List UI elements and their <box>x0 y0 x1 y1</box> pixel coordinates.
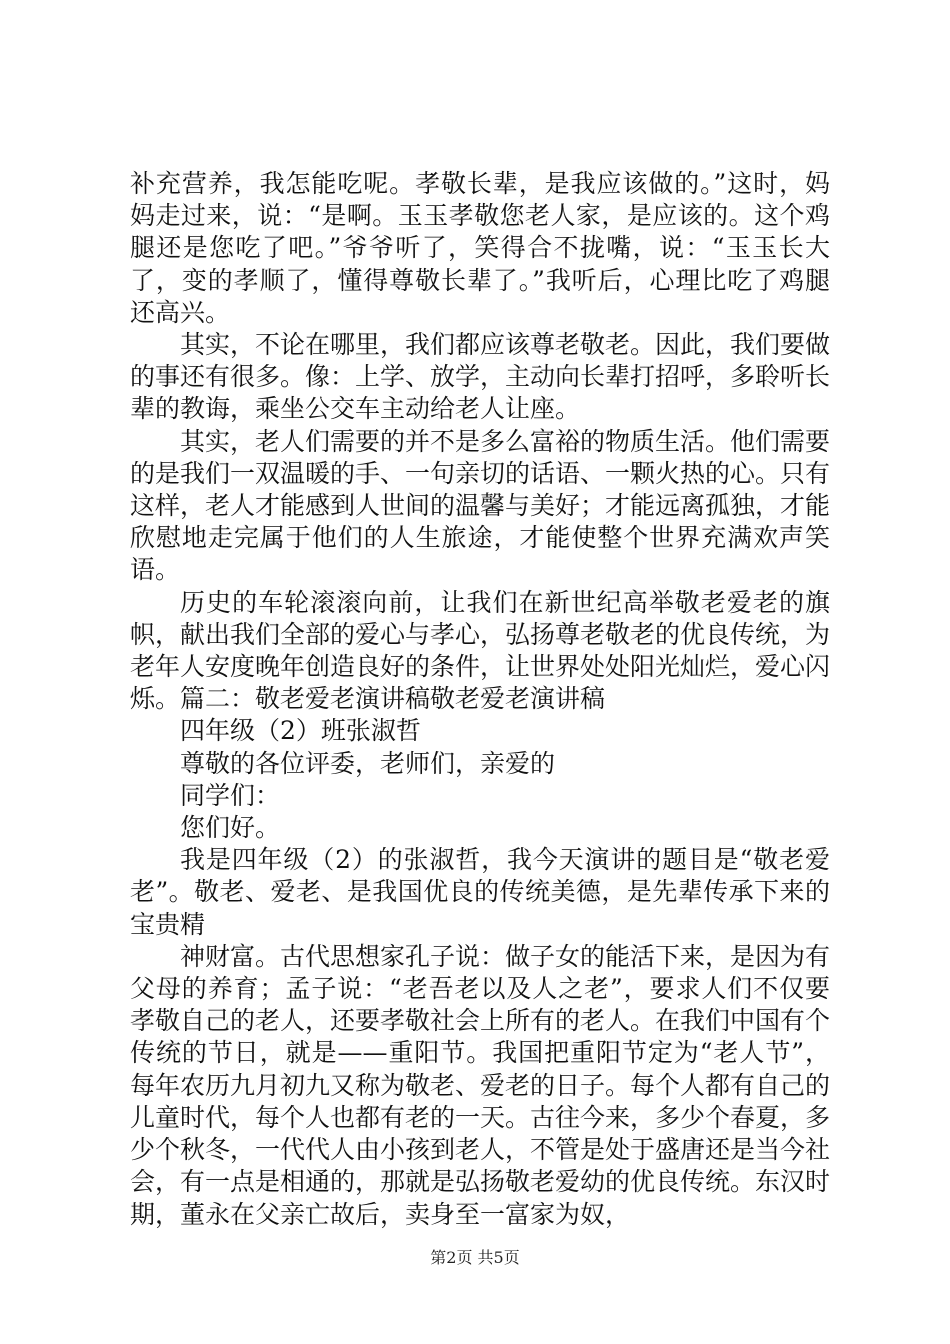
paragraph-3: 其实，老人们需要的并不是多么富裕的物质生活。他们需要的是我们一双温暖的手、一句亲切的话语、一颗火热的心。只有这样，老人才能感到人世间的温馨与美好；才能远离孤独，才能欣慰地走完属于他们的人生旅途，才能使整个世界充满欢声笑语。 <box>130 426 831 585</box>
paragraph-2: 其实，不论在哪里，我们都应该尊老敬老。因此，我们要做的事还有很多。像：上学、放学，主动向长辈打招呼，多聆听长辈的教诲，乘坐公交车主动给老人让座。 <box>130 330 831 424</box>
paragraph-6: 神财富。古代思想家孔子说：做子女的能活下来，是因为有父母的养育；孟子说：“老吾老以及人之老”，要求人们不仅要孝敬自己的老人，还要孝敬社会上所有的老人。在我们中国有个传统的节日，就是——重阳节。我国把重阳节定为“老人节”，每年农历九月初九又称为敬老、爱老的日子。每个人都有自己的儿童时代，每个人也都有老的一天。古往今来，多少个春夏，多少个秋冬，一代代人由小孩到老人，不管是处于盛唐还是当今社会，有一点是相通的，那就是弘扬敬老爱幼的优良传统。东汉时期，董永在父亲亡故后，卖身至一富家为奴， <box>130 941 831 1229</box>
greeting-line: 您们好。 <box>180 813 281 843</box>
paragraph-4: 历史的车轮滚滚向前，让我们在新世纪高举敬老爱老的旗帜，献出我们全部的爱心与孝心，弘扬尊老敬老的优良传统，为老年人安度晚年创造良好的条件，让世界处处阳光灿烂，爱心闪烁。篇二：敬老爱老演讲稿敬老爱老演讲稿 <box>130 587 831 714</box>
salutation-line-1: 尊敬的各位评委，老师们，亲爱的 <box>180 748 556 778</box>
author-line: 四年级（2）班张淑哲 <box>180 716 421 746</box>
paragraph-1: 补充营养，我怎能吃呢。孝敬长辈，是我应该做的。”这时，妈妈走过来，说：“是啊。玉玉孝敬您老人家，是应该的。这个鸡腿还是您吃了吧。”爷爷听了，笑得合不拢嘴，说：“玉玉长大了，变的孝顺了，懂得尊敬长辈了。”我听后，心理比吃了鸡腿还高兴。 <box>130 169 830 327</box>
page-number-footer: 第2页 共5页 <box>430 1248 520 1267</box>
document-body <box>130 168 830 1231</box>
salutation-line-2: 同学们： <box>180 780 281 810</box>
paragraph-5: 我是四年级（2）的张淑哲，我今天演讲的题目是“敬老爱老”。敬老、爱老、是我国优良的传统美德，是先辈传承下来的宝贵精 <box>130 845 830 939</box>
